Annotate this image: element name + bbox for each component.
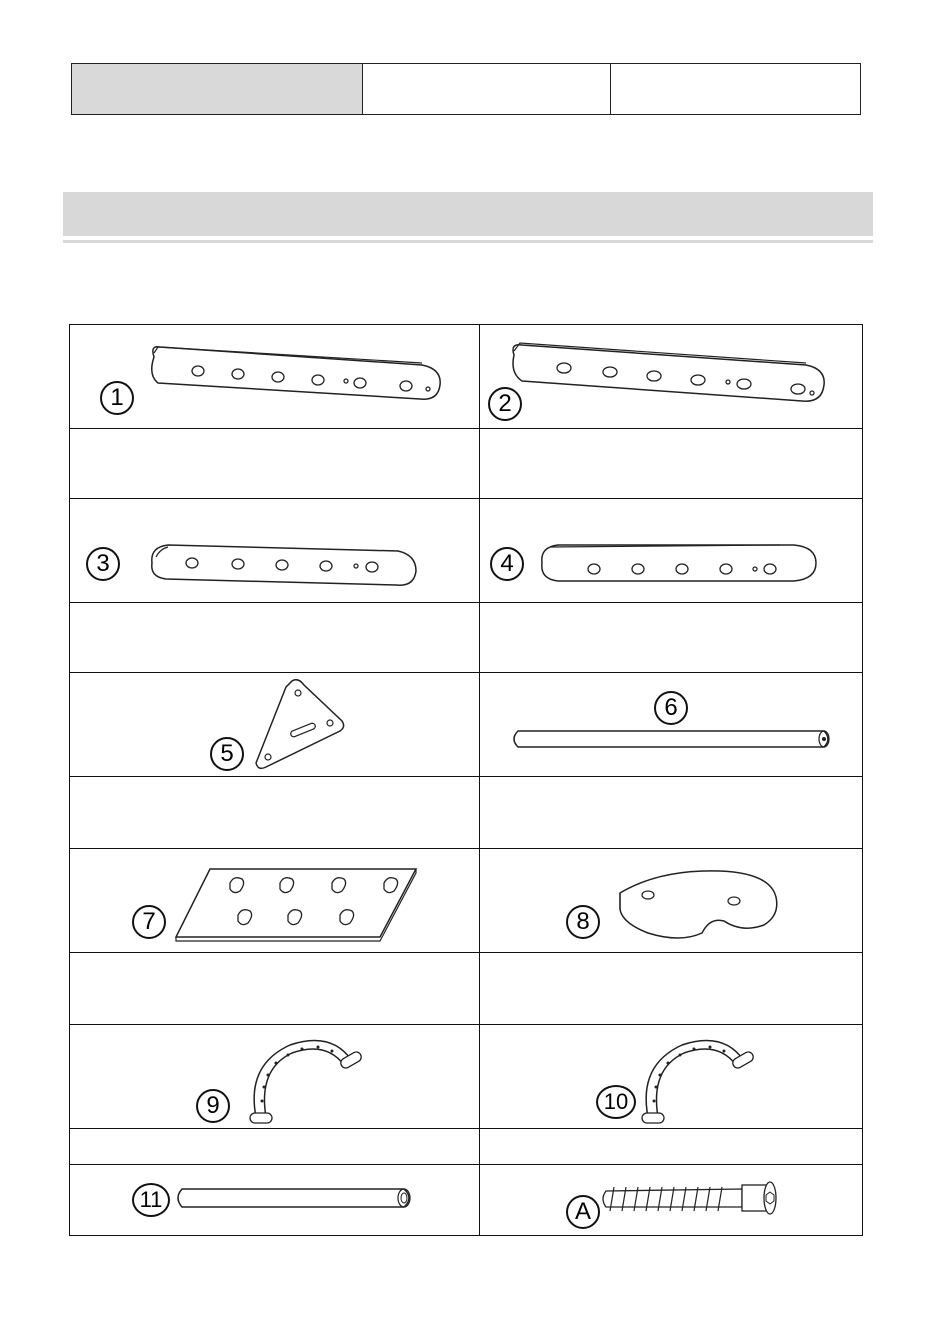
section-title-bar [63,192,873,236]
part-cell-4 [480,499,862,602]
header-cell-1 [72,64,363,114]
part-desc-10 [480,1129,862,1164]
parts-row-2 [70,499,862,603]
header-cell-2 [363,64,611,114]
parts-desc-row-4 [70,953,862,1025]
part-number-badge: 3 [86,547,120,581]
flat-slat-long-icon [70,325,480,429]
part-cell-1 [70,325,480,428]
parts-row-1 [70,325,862,429]
parts-desc-row-3 [70,777,862,849]
part-number-badge: 10 [596,1085,636,1119]
part-desc-7 [70,953,480,1024]
flat-slat-short-icon [480,499,862,603]
header-cell-3 [611,64,860,114]
screw-bolt-icon [480,1165,862,1235]
arc-bracket-icon [70,1025,480,1129]
part-cell-9 [70,1025,480,1128]
flat-slat-short-icon [70,499,480,603]
part-number-badge: 1 [100,381,134,415]
hook-panel-icon [70,849,480,953]
part-number-badge: 8 [566,905,600,939]
part-desc-5 [70,777,480,848]
part-number-badge: A [566,1195,600,1229]
part-cell-6 [480,673,862,776]
part-cell-5 [70,673,480,776]
parts-desc-row-1 [70,429,862,499]
part-number-badge: 5 [210,737,244,771]
part-desc-4 [480,603,862,672]
part-cell-3 [70,499,480,602]
section-divider [63,240,873,243]
parts-row-5 [70,1025,862,1129]
part-desc-6 [480,777,862,848]
part-number-badge: 6 [654,691,688,725]
part-number-badge: 11 [132,1183,170,1217]
part-cell-7 [70,849,480,952]
flat-slat-long-icon [480,325,862,429]
part-desc-2 [480,429,862,498]
arc-bracket-icon [480,1025,862,1129]
parts-row-4 [70,849,862,953]
parts-list-table [69,324,863,1236]
part-cell-A [480,1165,862,1235]
parts-desc-row-2 [70,603,862,673]
round-rod-icon [480,673,862,777]
part-cell-10 [480,1025,862,1128]
part-cell-2 [480,325,862,428]
part-desc-8 [480,953,862,1024]
part-number-badge: 7 [132,905,166,939]
curved-block-icon [480,849,862,953]
part-number-badge: 4 [490,547,524,581]
part-desc-3 [70,603,480,672]
parts-row-3 [70,673,862,777]
parts-desc-row-5 [70,1129,862,1165]
part-desc-1 [70,429,480,498]
part-cell-8 [480,849,862,952]
part-number-badge: 9 [196,1089,230,1123]
header-table [71,63,861,115]
part-number-badge: 2 [488,387,522,421]
parts-row-6 [70,1165,862,1235]
part-cell-11 [70,1165,480,1235]
part-desc-9 [70,1129,480,1164]
triangle-bracket-icon [70,673,480,777]
